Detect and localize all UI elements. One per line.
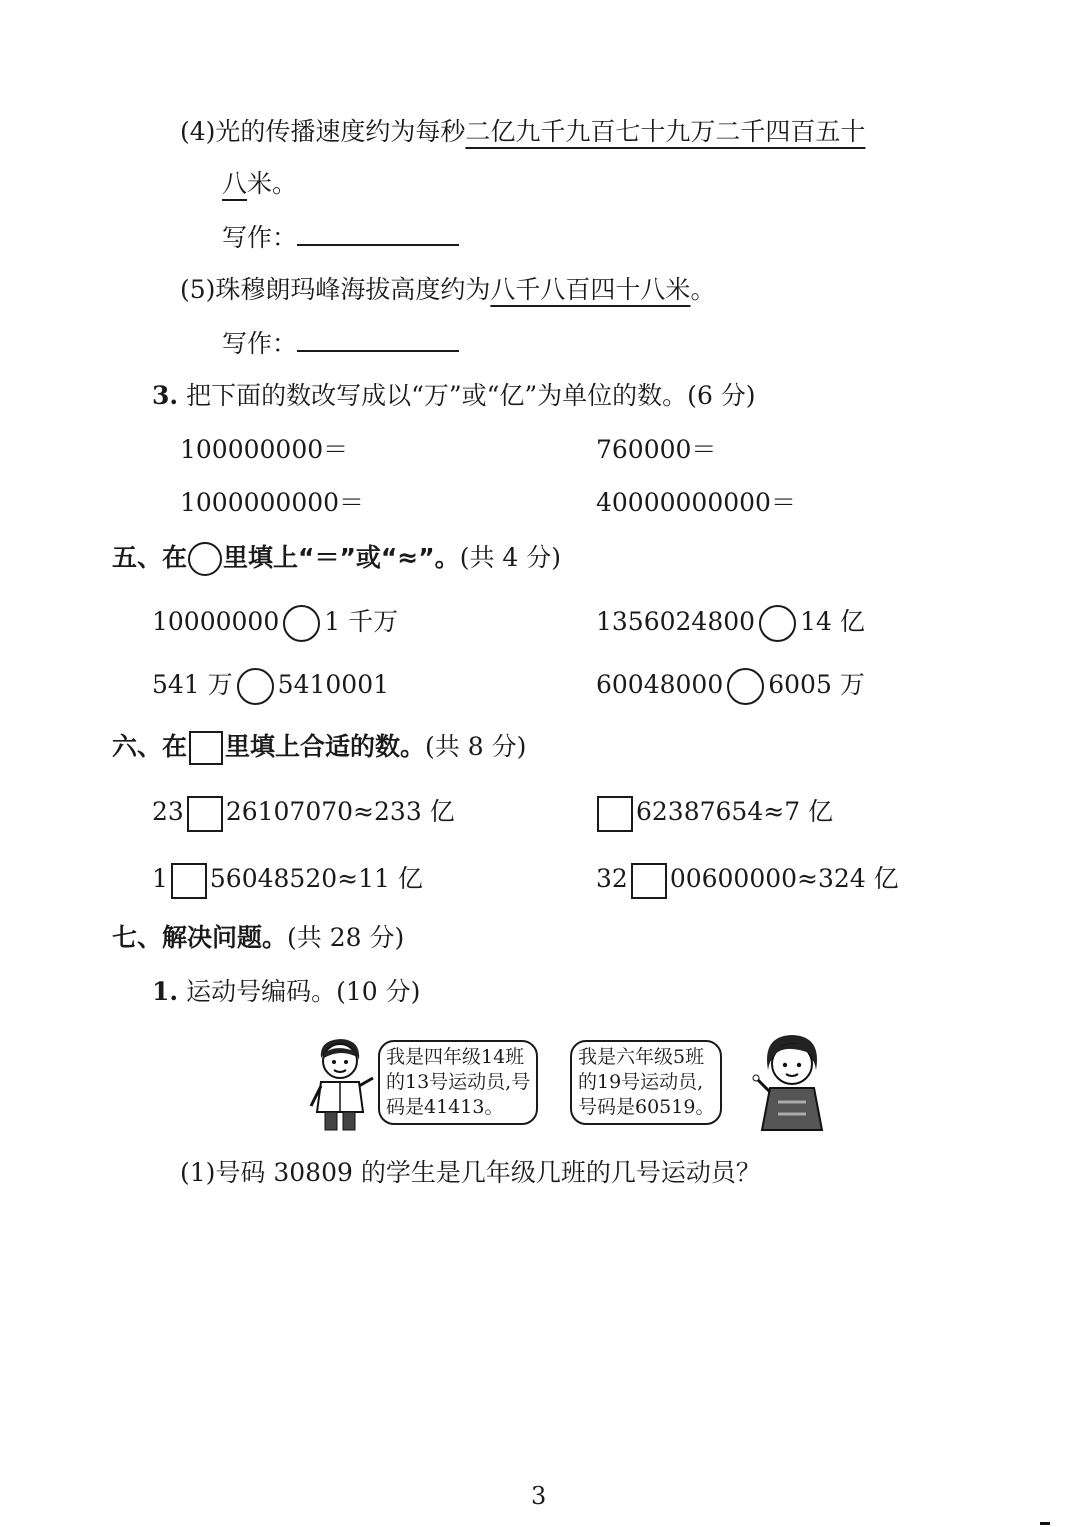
q5-answer-blank[interactable]	[297, 326, 459, 352]
s6-item-4	[596, 861, 899, 899]
q4-underlined-1: 二亿九千九百七十九万二千四百五十	[465, 117, 866, 146]
s5-item-4-circle[interactable]	[727, 668, 764, 705]
q5-write-label: 写作：	[222, 329, 298, 358]
page-number: 3	[531, 1482, 547, 1510]
girl-illustration	[752, 1032, 832, 1134]
section7-title: 七、解决问题。	[112, 923, 288, 952]
q4-suffix: 米。	[247, 169, 298, 198]
s6-item-4-before: 32	[596, 864, 628, 893]
s6-item-2	[594, 794, 833, 832]
s5-item-4-left: 60048000	[596, 670, 724, 699]
section5-title-prefix: 五、在	[112, 543, 188, 572]
s6-item-1	[152, 794, 455, 832]
q4-underlined-2: 八	[222, 169, 248, 198]
section6-title-suffix: 里填上合适的数。	[225, 732, 426, 761]
s5-item-1-right: 1 千万	[324, 607, 399, 636]
q3-item-1: 100000000＝	[180, 435, 349, 464]
q4-line2	[222, 166, 297, 202]
q5-line	[180, 272, 715, 308]
q3-number: 3.	[152, 381, 179, 410]
bubble-girl-line-1: 我是六年级5班	[578, 1046, 705, 1068]
s5-item-3	[152, 667, 389, 705]
s5-item-3-left: 541 万	[152, 670, 233, 699]
q3-item-3: 1000000000＝	[180, 488, 365, 517]
q3-title: 把下面的数改写成以“万”或“亿”为单位的数。(6 分)	[186, 381, 756, 410]
edge-mark	[1040, 1522, 1050, 1525]
s7-q1-row	[152, 974, 420, 1010]
q4-write-row	[222, 220, 459, 256]
s5-item-1-left: 10000000	[152, 607, 280, 636]
s5-item-2-left: 1356024800	[596, 607, 756, 636]
speech-bubble-girl	[570, 1040, 722, 1125]
section5-score: (共 4 分)	[459, 543, 561, 572]
s6-item-2-after: 62387654≈7 亿	[636, 797, 834, 826]
s7-sub1: (1)号码 30809 的学生是几年级几班的几号运动员？	[180, 1158, 761, 1187]
s6-item-1-before: 23	[152, 797, 184, 826]
s6-item-3-before: 1	[152, 864, 168, 893]
s7-q1-title: 运动号编码。(10 分)	[186, 977, 421, 1006]
section5-heading	[112, 540, 561, 576]
bubble-girl-line-2: 的19号运动员,	[578, 1071, 704, 1093]
section6-title-prefix: 六、在	[112, 732, 188, 761]
s5-item-3-right: 5410001	[277, 670, 390, 699]
section6-heading	[112, 729, 526, 765]
s6-item-3-box[interactable]	[171, 863, 207, 899]
boy-illustration	[305, 1036, 377, 1134]
s6-item-1-box[interactable]	[187, 796, 223, 832]
section7-score: (共 28 分)	[287, 923, 405, 952]
s6-item-4-box[interactable]	[631, 863, 667, 899]
q5-underlined: 八千八百四十八米	[490, 275, 691, 304]
q5-write-row	[222, 326, 459, 362]
q4-answer-blank[interactable]	[297, 220, 459, 246]
circle-icon	[188, 542, 222, 576]
speech-bubble-boy	[378, 1040, 538, 1125]
s5-item-4-right: 6005 万	[768, 670, 865, 699]
s6-item-1-after: 26107070≈233 亿	[225, 797, 455, 826]
s7-q1-number: 1.	[152, 977, 179, 1006]
q4-prefix: (4)光的传播速度约为每秒	[180, 117, 466, 146]
q3-item-2: 760000＝	[596, 435, 717, 464]
square-icon	[189, 731, 223, 765]
s5-item-2	[596, 604, 865, 642]
bubble-girl-line-3: 号码是60519。	[578, 1096, 715, 1118]
s6-item-3-after: 56048520≈11 亿	[209, 864, 423, 893]
q4-line1	[180, 114, 865, 150]
bubble-boy-line-2: 的13号运动员,号	[386, 1071, 531, 1093]
s5-item-2-right: 14 亿	[800, 607, 865, 636]
q5-prefix: (5)珠穆朗玛峰海拔高度约为	[180, 275, 491, 304]
section7-heading	[112, 920, 404, 956]
bubble-boy-line-3: 码是41413。	[386, 1096, 504, 1118]
s5-item-1-circle[interactable]	[283, 605, 320, 642]
s6-item-2-box[interactable]	[597, 796, 633, 832]
s6-item-4-after: 00600000≈324 亿	[669, 864, 899, 893]
q4-write-label: 写作：	[222, 223, 298, 252]
s5-item-2-circle[interactable]	[759, 605, 796, 642]
s5-item-4	[596, 667, 865, 705]
s5-item-3-circle[interactable]	[237, 668, 274, 705]
q3-title-row	[152, 378, 756, 414]
section6-score: (共 8 分)	[425, 732, 527, 761]
s5-item-1	[152, 604, 398, 642]
q5-suffix: 。	[690, 275, 716, 304]
section5-title-suffix: 里填上“＝”或“≈”。	[223, 543, 460, 572]
s6-item-3	[152, 861, 423, 899]
bubble-boy-line-1: 我是四年级14班	[386, 1046, 525, 1068]
q3-item-4: 40000000000＝	[596, 488, 796, 517]
